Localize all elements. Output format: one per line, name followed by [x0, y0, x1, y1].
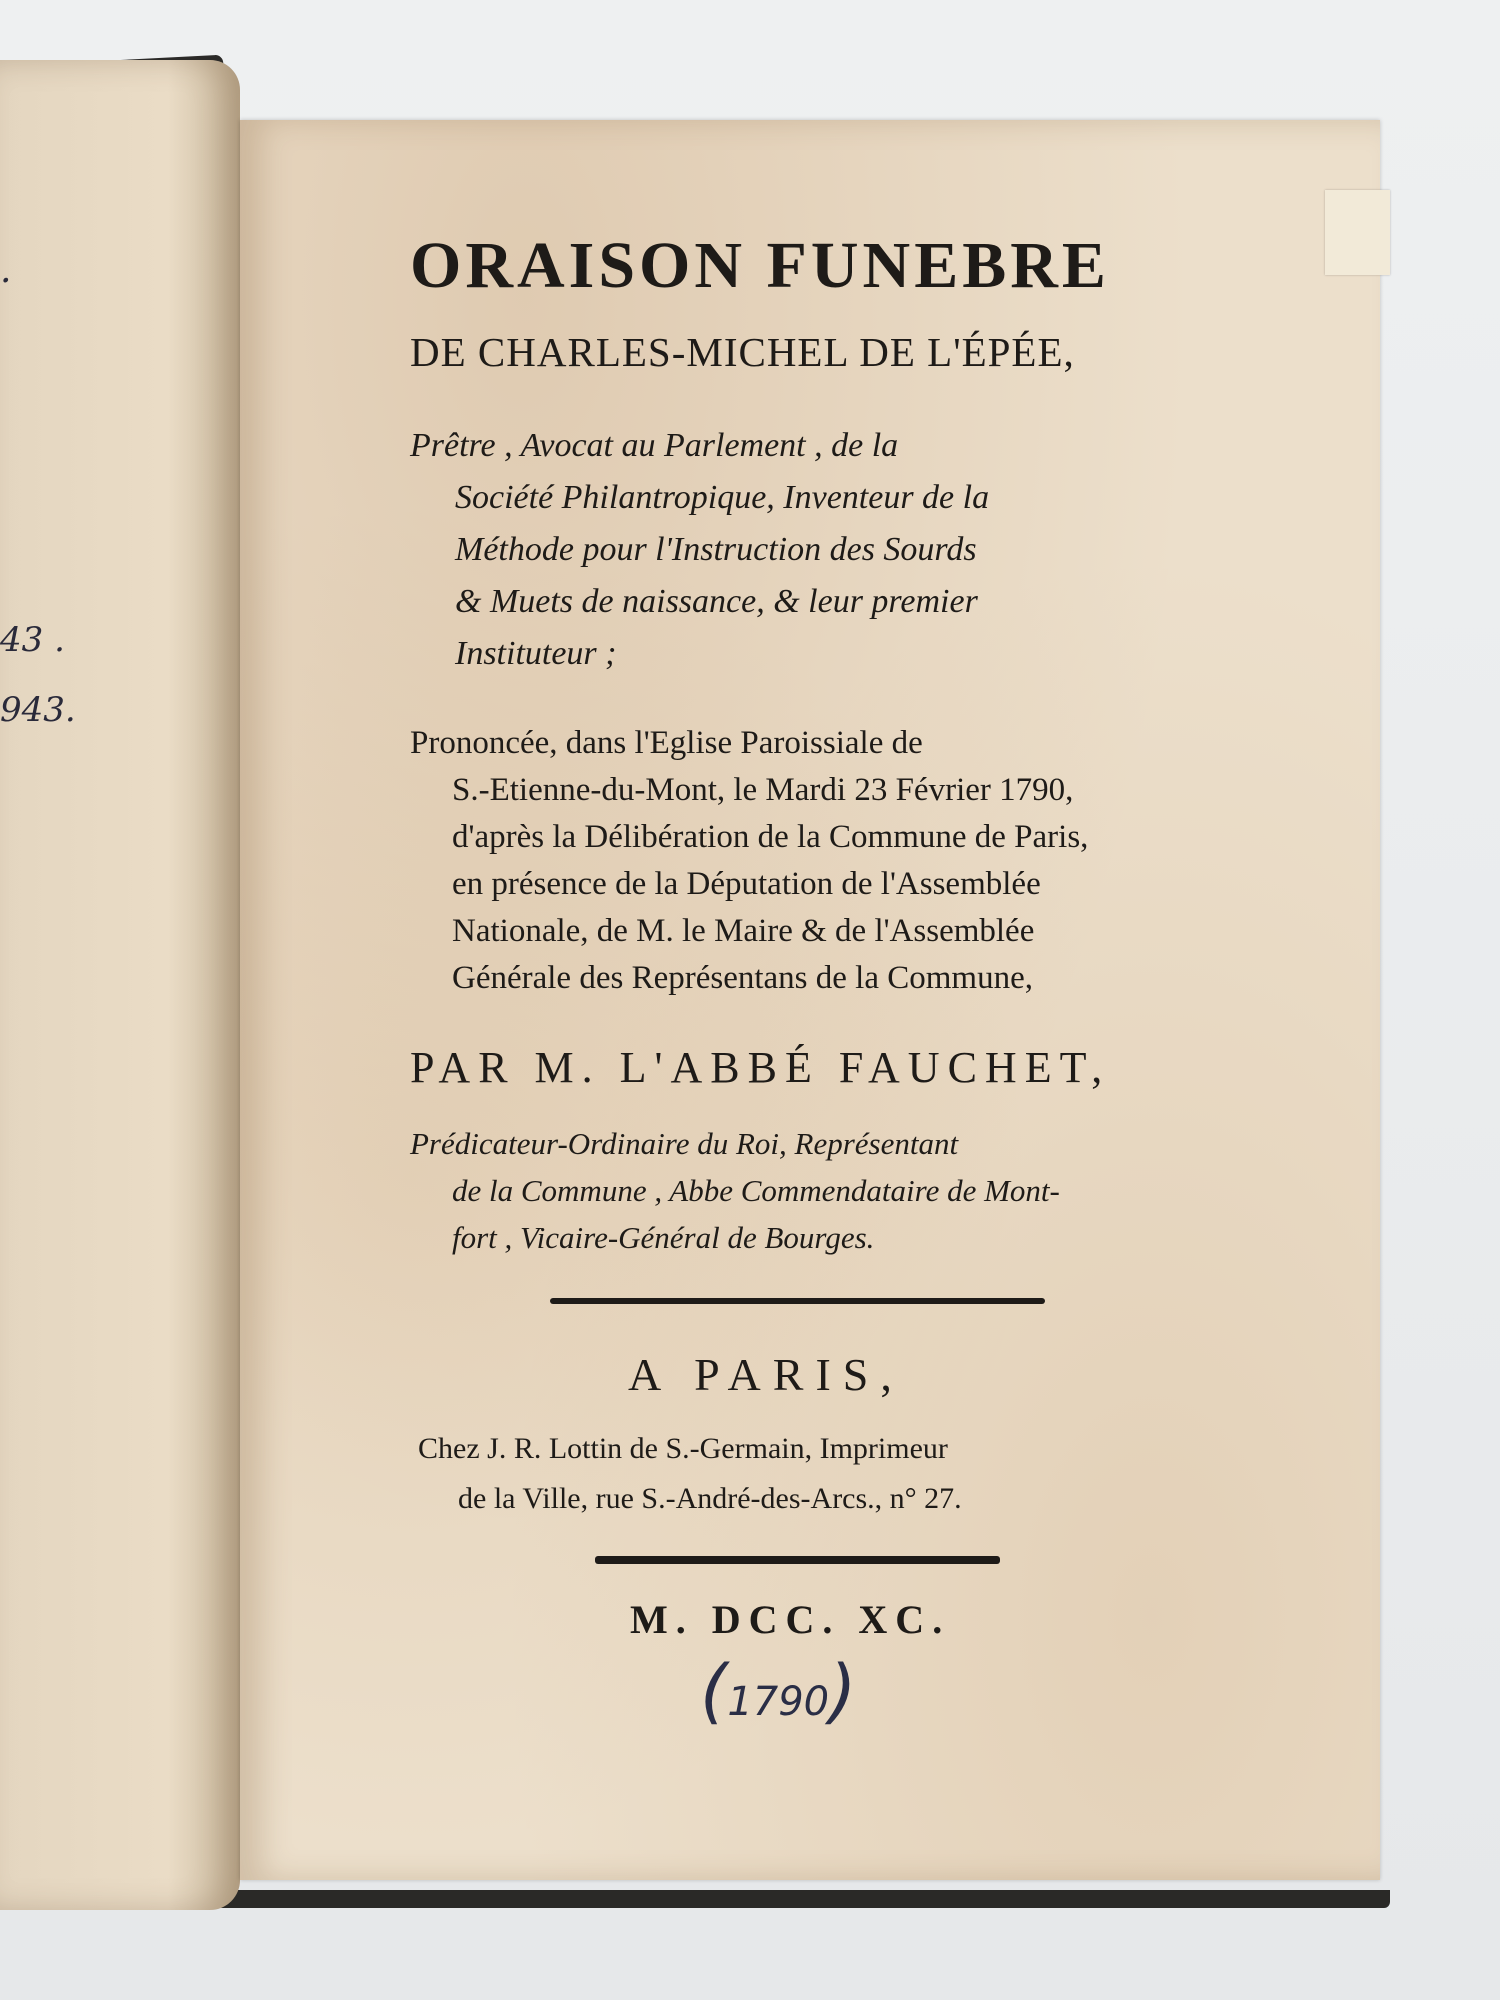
- description-line: Méthode pour l'Instruction des Sourds: [455, 531, 977, 568]
- occasion-line: Générale des Représentans de la Commune,: [452, 960, 1033, 996]
- author-title-line: de la Commune , Abbe Commendataire de Mont-: [452, 1173, 1060, 1208]
- imprint-line: de la Ville, rue S.-André-des-Arcs., n° 27.: [458, 1482, 962, 1515]
- imprint-line: Chez J. R. Lottin de S.-Germain, Imprimeur: [418, 1432, 948, 1465]
- description-line: & Muets de naissance, & leur premier: [455, 583, 978, 620]
- ornamental-rule: [595, 1556, 1000, 1564]
- book-subtitle: DE CHARLES-MICHEL DE L'ÉPÉE,: [410, 329, 1075, 375]
- left-page: [0, 60, 240, 1910]
- left-margin-note: 943.: [0, 690, 76, 730]
- occasion-line: Prononcée, dans l'Eglise Paroissiale de: [410, 725, 923, 761]
- imprint-year: M. DCC. XC.: [630, 1597, 951, 1642]
- book-cover-bottom-edge: [150, 1890, 1390, 1908]
- handwritten-year: (1790): [700, 1650, 857, 1732]
- occasion-line: en présence de la Députation de l'Assemblée: [452, 866, 1041, 902]
- handwritten-year-text: 1790: [727, 1679, 830, 1725]
- paper-tab-marker: [1325, 190, 1390, 275]
- occasion-line: d'après la Délibération de la Commune de Paris,: [452, 819, 1089, 855]
- author-line: PAR M. L'ABBÉ FAUCHET,: [410, 1043, 1111, 1092]
- left-margin-note: 43 .: [0, 620, 65, 660]
- author-title-line: Prédicateur-Ordinaire du Roi, Représentant: [410, 1126, 959, 1161]
- author-title-line: fort , Vicaire-Général de Bourges.: [452, 1220, 875, 1255]
- imprint-place: A PARIS,: [628, 1349, 904, 1400]
- ornamental-rule: [550, 1298, 1045, 1304]
- left-margin-mark: .: [0, 250, 12, 291]
- description-line: Instituteur ;: [455, 635, 617, 672]
- description-line: Société Philantropique, Inventeur de la: [455, 479, 990, 516]
- description-line: Prêtre , Avocat au Parlement , de la: [410, 427, 899, 464]
- occasion-line: S.-Etienne-du-Mont, le Mardi 23 Février 1790,: [452, 772, 1074, 808]
- occasion-line: Nationale, de M. le Maire & de l'Assemblée: [452, 913, 1035, 949]
- book-title: ORAISON FUNEBRE: [410, 229, 1110, 302]
